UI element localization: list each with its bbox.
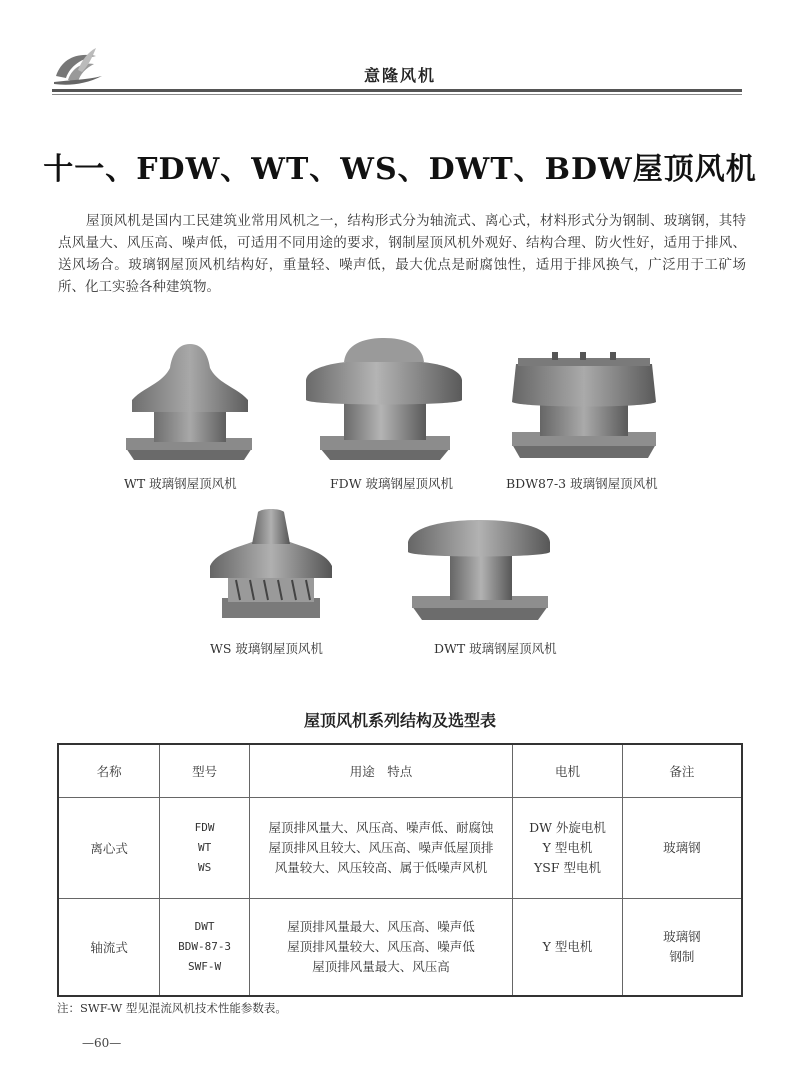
table-header-row: [58, 744, 742, 798]
cell-models: [160, 798, 250, 899]
header-usage: 用途 特点: [249, 744, 512, 798]
table-title: 屋顶风机系列结构及选型表: [303, 711, 496, 730]
cell-models: [160, 899, 250, 997]
remark-item: 玻璃钢: [663, 840, 701, 855]
header-name: 名称: [58, 744, 160, 798]
usage-line: 屋顶排风量大、风压高、噪声低、耐腐蚀: [268, 820, 494, 835]
model-item: DWT: [194, 920, 215, 933]
remark-item: 玻璃钢: [663, 929, 701, 944]
caption-bdw: BDW87-3 玻璃钢屋顶风机: [506, 476, 658, 491]
motor-item: Y 型电机: [542, 939, 593, 954]
usage-line: 屋顶排风量较大、风压高、噪声低: [287, 939, 475, 954]
header-remark: 备注: [622, 744, 742, 798]
header-divider: [52, 89, 742, 92]
cell-name: 轴流式: [58, 899, 160, 997]
wt-fan-image: [118, 338, 260, 466]
usage-line: 屋顶排风且较大、风压高、噪声低屋顶排: [268, 840, 494, 855]
usage-line: 屋顶排风量最大、风压高: [312, 959, 450, 974]
usage-line: 风量较大、风压较高、属于低噪声风机: [274, 860, 488, 875]
model-item: SWF-W: [188, 960, 222, 973]
model-item: WS: [197, 861, 212, 874]
intro-paragraph: 屋顶风机是国内工民建筑业常用风机之一，结构形式分为轴流式、离心式，材料形式分为钢制、玻璃钢，其特点风量大、风压高、噪声低，可适用不同用途的要求，钢制屋顶风机外观好、结构合理、防火性好，适用于排风、送风场合。玻璃钢屋顶风机结构好，重量轻、噪声低，最大优点是耐腐蚀性，适用于排风换气，广泛用于工矿场所、化工实验各种建筑物。: [58, 213, 746, 295]
usage-line: 屋顶排风量最大、风压高、噪声低: [287, 919, 475, 934]
cell-usage: [249, 798, 512, 899]
model-item: WT: [197, 841, 212, 854]
remark-item: 钢制: [669, 949, 695, 964]
table-row: [58, 798, 742, 899]
section-title: 十一、FDW、WT、WS、DWT、BDW屋顶风机: [43, 152, 757, 187]
ws-fan-image: [206, 506, 336, 626]
cell-motor: [513, 798, 623, 899]
table-row: [58, 899, 742, 997]
page-number: —60—: [82, 1036, 122, 1050]
header-motor: 电机: [513, 744, 623, 798]
fdw-fan-image: [300, 336, 468, 466]
cell-usage: [249, 899, 512, 997]
brand-name: 意隆风机: [363, 66, 436, 85]
caption-wt: WT 玻璃钢屋顶风机: [124, 476, 237, 491]
caption-dwt: DWT 玻璃钢屋顶风机: [434, 641, 557, 656]
motor-item: Y 型电机: [542, 840, 593, 855]
cell-motor: [513, 899, 623, 997]
caption-ws: WS 玻璃钢屋顶风机: [210, 641, 323, 656]
header-divider-thin: [52, 94, 742, 95]
motor-item: DW 外旋电机: [529, 820, 606, 835]
cell-remark: [622, 899, 742, 997]
header-model: 型号: [160, 744, 250, 798]
model-item: BDW-87-3: [178, 940, 232, 953]
selection-table: [57, 743, 743, 997]
cell-remark: [622, 798, 742, 899]
bdw-fan-image: [508, 352, 660, 464]
dwt-fan-image: [402, 516, 554, 628]
cell-name: 离心式: [58, 798, 160, 899]
caption-fdw: FDW 玻璃钢屋顶风机: [330, 476, 454, 491]
model-item: FDW: [194, 821, 215, 834]
table-note: 注：SWF-W 型见混流风机技术性能参数表。: [57, 1001, 287, 1015]
motor-item: YSF 型电机: [534, 860, 601, 875]
